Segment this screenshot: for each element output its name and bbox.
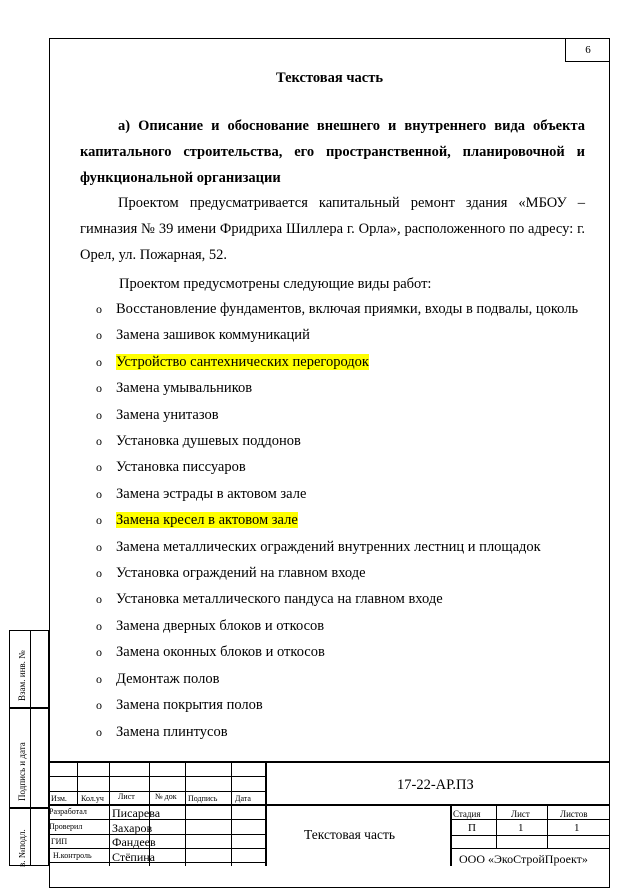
bullet-icon: o [96, 460, 102, 475]
document-code: 17-22-АР.ПЗ [397, 777, 474, 793]
page-number: 6 [565, 38, 610, 62]
work-item [80, 296, 585, 322]
work-item [80, 586, 585, 612]
side-label-inv-orig: в. №подл. [17, 829, 27, 867]
work-item-text: Замена дверных блоков и откосов [116, 617, 325, 634]
works-list [80, 296, 585, 745]
header-doc: № док [155, 792, 177, 801]
work-item-text: Замена кресел в актовом зале [116, 512, 298, 529]
work-item-text: Установка душевых поддонов [116, 433, 301, 450]
doc-title: Текстовая часть [304, 827, 396, 842]
side-label-sign-date: Подпись и дата [17, 742, 27, 801]
organization: ООО «ЭкоСтройПроект» [459, 852, 588, 866]
bullet-icon: o [96, 645, 102, 660]
bullet-icon: o [96, 618, 102, 633]
bullet-icon: o [96, 302, 102, 316]
work-item [80, 428, 585, 454]
name-norm-control: Стёпина [112, 850, 156, 864]
sheets-value: 1 [574, 822, 580, 834]
side-block-inv-replace [9, 630, 49, 708]
work-item [80, 454, 585, 480]
work-item [80, 507, 585, 533]
work-item-text: Замена плинтусов [116, 723, 228, 740]
work-item [80, 613, 585, 639]
header-kol: Кол.уч [81, 794, 104, 803]
work-item-text: Устройство сантехнических перегородок [116, 353, 369, 370]
work-item-text: Замена металлических ограждений внутренних лестниц и площадок [116, 538, 541, 555]
header-izm: Изм. [51, 794, 67, 803]
section-heading: а) Описание и обоснование внешнего и внутреннего вида объекта капитального строительства, его пространственной, планировочной и функциональной организации [80, 118, 585, 186]
bullet-icon: o [96, 407, 102, 422]
role-gip: ГИП [51, 837, 68, 846]
work-item-text: Демонтаж полов [116, 670, 220, 687]
side-block-inv-orig [9, 808, 49, 866]
bullet-icon: o [96, 539, 102, 554]
role-norm-control: Н.контроль [53, 851, 92, 860]
stage-value: П [468, 822, 476, 834]
work-item-text: Замена покрытия полов [116, 697, 263, 714]
work-item-text: Установка металлического пандуса на главном входе [116, 591, 443, 608]
work-item-text: Восстановление фундаментов, включая приямки, входы в подвалы, цоколь [116, 301, 579, 317]
title-block [49, 761, 610, 866]
header-list: Лист [118, 792, 135, 801]
bullet-icon: o [96, 671, 102, 686]
description-paragraph: Проектом предусматривается капитальный ремонт здания «МБОУ – гимназия № 39 имени Фридриха Шиллера г. Орла», расположенного по адресу: г. Орел, ул. Пожарная, 52. [80, 195, 585, 263]
work-item-text: Замена унитазов [116, 406, 219, 423]
bullet-icon: o [96, 592, 102, 607]
sheet-header: Лист [511, 809, 530, 819]
role-developer: Разработал [49, 807, 87, 816]
name-checker: Захаров [112, 821, 153, 835]
work-item-text: Замена оконных блоков и откосов [116, 644, 325, 661]
work-item [80, 481, 585, 507]
bullet-icon: o [96, 486, 102, 501]
name-developer: Писарева [112, 806, 161, 820]
work-item [80, 349, 585, 375]
work-item [80, 639, 585, 665]
bullet-icon: o [96, 381, 102, 396]
work-item [80, 534, 585, 560]
bullet-icon: o [96, 354, 102, 369]
work-item [80, 719, 585, 745]
bullet-icon: o [96, 513, 102, 528]
bullet-icon: o [96, 434, 102, 449]
side-block-sign-date [9, 708, 49, 808]
section-title: Текстовая часть [275, 70, 383, 86]
work-item-text: Замена зашивок коммуникаций [116, 327, 310, 344]
stage-header: Стадия [453, 809, 481, 819]
work-item [80, 666, 585, 692]
header-date: Дата [235, 794, 251, 803]
work-item-text: Установка ограждений на главном входе [116, 565, 366, 582]
side-label-inv-replace: Взам. инв. № [17, 650, 27, 701]
work-item [80, 560, 585, 586]
bullet-icon: o [96, 698, 102, 713]
work-item-text: Замена эстрады в актовом зале [116, 485, 307, 502]
work-item [80, 322, 585, 348]
sheet-value: 1 [518, 822, 524, 834]
works-intro: Проектом предусмотрены следующие виды работ: [119, 276, 432, 292]
sheets-header: Листов [560, 809, 588, 819]
work-item [80, 402, 585, 428]
work-item-text: Установка писсуаров [116, 459, 246, 476]
work-item [80, 692, 585, 718]
work-item-text: Замена умывальников [116, 380, 253, 397]
name-gip: Фандеев [112, 835, 156, 849]
work-item [80, 375, 585, 401]
bullet-icon: o [96, 328, 102, 343]
header-sign: Подпись [188, 794, 218, 803]
bullet-icon: o [96, 724, 102, 739]
bullet-icon: o [96, 566, 102, 581]
role-checker: Проверил [49, 822, 83, 831]
